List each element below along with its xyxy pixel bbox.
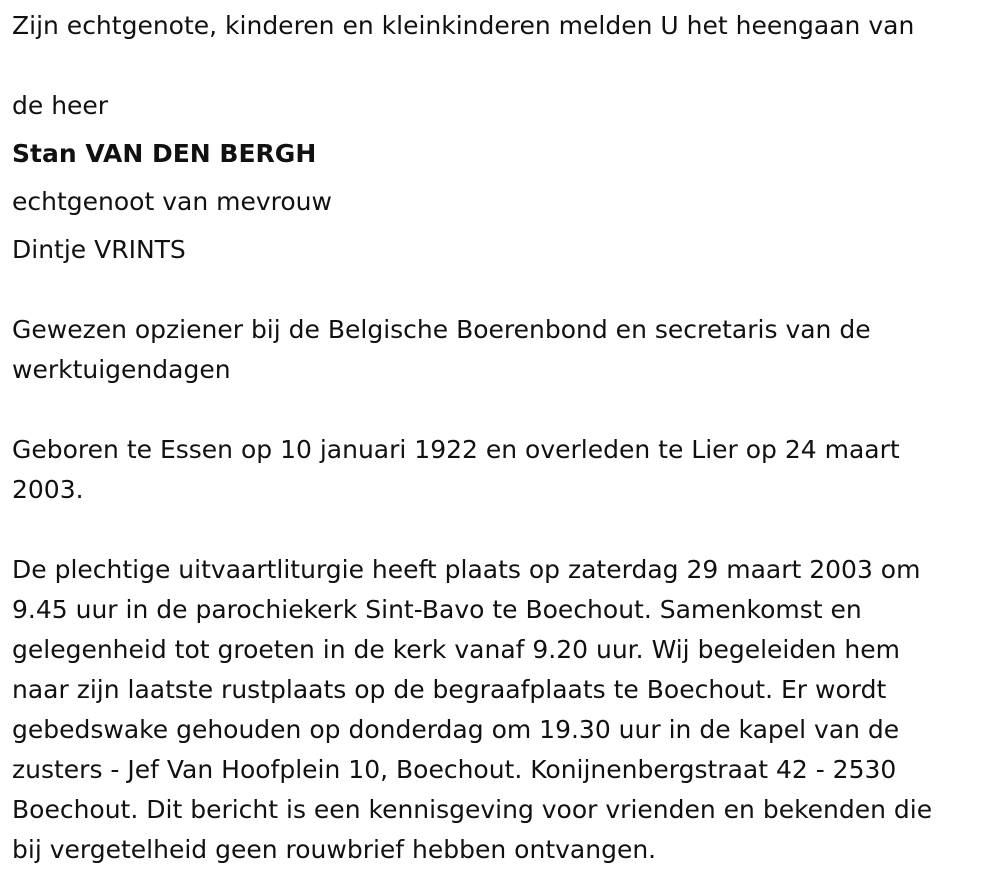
- funeral-line: gelegenheid tot groeten in de kerk vanaf 9.20 uur. Wij begeleiden hem: [12, 635, 900, 664]
- funeral-line: bij vergetelheid geen rouwbrief hebben ontvangen.: [12, 835, 657, 864]
- spouse-name: Dintje VRINTS: [12, 235, 186, 264]
- funeral-line: De plechtige uitvaartliturgie heeft plaats op zaterdag 29 maart 2003 om: [12, 555, 921, 584]
- occupation-line: Gewezen opziener bij de Belgische Boerenbond en secretaris van de: [12, 315, 871, 344]
- intro-text: Zijn echtgenote, kinderen en kleinkinderen melden U het heengaan van: [12, 11, 915, 40]
- funeral-line: naar zijn laatste rustplaats op de begraafplaats te Boechout. Er wordt: [12, 675, 887, 704]
- birth-death-line: Geboren te Essen op 10 januari 1922 en overleden te Lier op 24 maart: [12, 435, 900, 464]
- birth-death-line: 2003.: [12, 475, 84, 504]
- funeral-paragraph: [12, 550, 932, 870]
- occupation-paragraph: [12, 310, 871, 390]
- funeral-line: gebedswake gehouden op donderdag om 19.30 uur in de kapel van de: [12, 715, 900, 744]
- title-text: de heer: [12, 91, 109, 120]
- birth-death-paragraph: [12, 430, 900, 510]
- funeral-line: zusters - Jef Van Hoofplein 10, Boechout. Konijnenbergstraat 42 - 2530: [12, 755, 897, 784]
- deceased-name: Stan VAN DEN BERGH: [12, 139, 317, 168]
- relation-text: echtgenoot van mevrouw: [12, 187, 332, 216]
- funeral-line: Boechout. Dit bericht is een kennisgeving voor vrienden en bekenden die: [12, 795, 933, 824]
- occupation-line: werktuigendagen: [12, 355, 231, 384]
- funeral-line: 9.45 uur in de parochiekerk Sint-Bavo te Boechout. Samenkomst en: [12, 595, 862, 624]
